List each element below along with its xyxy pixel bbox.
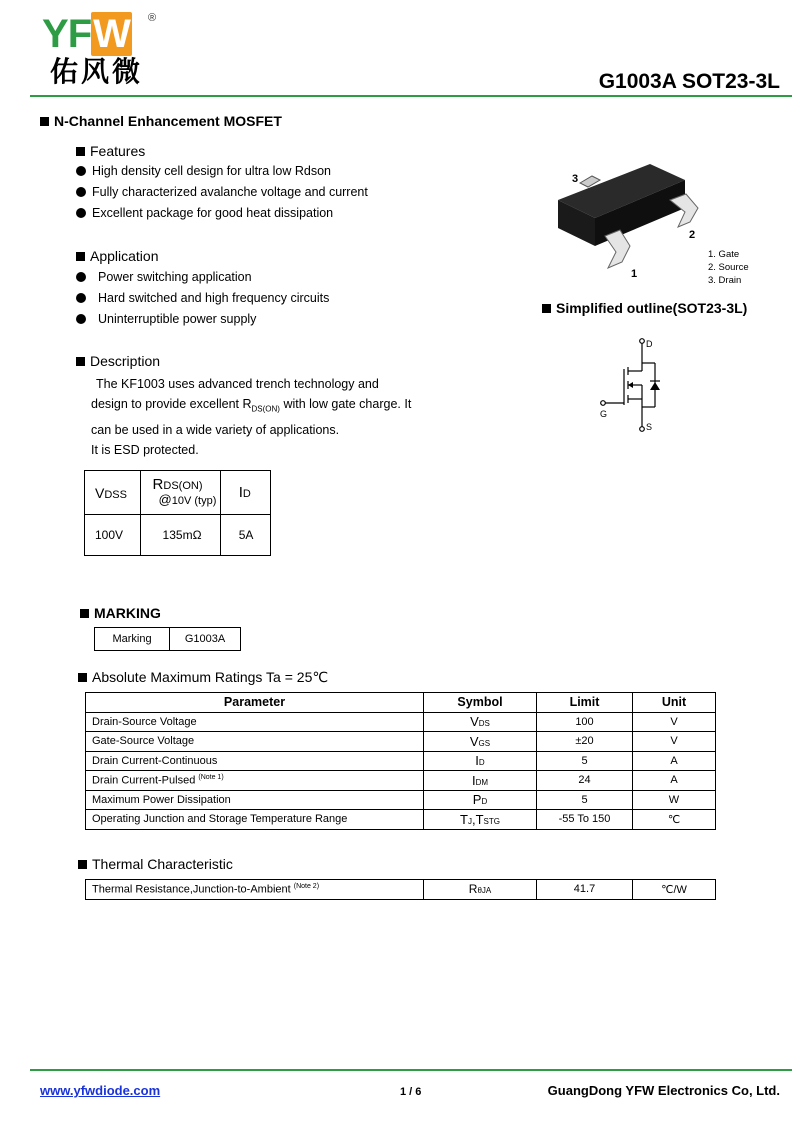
param-cell: Thermal Resistance,Junction-to-Ambient $^{(Note 2)}$ xyxy=(86,880,424,900)
symbol-cell: VDS xyxy=(424,712,537,732)
company-name: GuangDong YFW Electronics Co, Ltd. xyxy=(547,1083,780,1098)
pin-legend-item: 3. Drain xyxy=(708,275,742,286)
marking-heading: MARKING xyxy=(80,605,161,621)
page-number: 1 / 6 xyxy=(400,1086,422,1098)
abs-max-heading: Absolute Maximum Ratings Ta = 25℃ xyxy=(78,669,328,686)
logo-latin: YFW xyxy=(42,12,130,56)
unit-cell: ℃ xyxy=(633,810,716,830)
document-title: G1003A SOT23-3L xyxy=(598,70,780,93)
symbol-cell: ID xyxy=(424,751,537,771)
limit-cell: 24 xyxy=(537,771,633,791)
website-link[interactable]: www.yfwdiode.com xyxy=(40,1083,161,1098)
square-bullet-icon xyxy=(542,304,551,313)
table-row xyxy=(86,712,716,732)
pin-2-label: 2 xyxy=(689,229,696,241)
pin-legend xyxy=(708,248,749,287)
description-text xyxy=(91,374,421,460)
thermal-heading: Thermal Characteristic xyxy=(78,856,233,872)
unit-cell: A xyxy=(633,771,716,791)
symbol-cell: VGS xyxy=(424,732,537,752)
square-bullet-icon xyxy=(76,252,85,261)
drain-terminal xyxy=(640,339,645,344)
table-row xyxy=(86,732,716,752)
square-bullet-icon xyxy=(76,357,85,366)
symbol-cell: PD xyxy=(424,790,537,810)
registered-mark: ® xyxy=(148,12,157,24)
gate-terminal xyxy=(601,401,606,406)
square-bullet-icon xyxy=(78,673,87,682)
rds-header: RDS(ON) @10V (typ) xyxy=(140,471,220,515)
unit-cell: A xyxy=(633,751,716,771)
limit-cell: -55 To 150 xyxy=(537,810,633,830)
logo-chinese: 佑风微 xyxy=(50,56,144,87)
vdss-value: 100V xyxy=(85,515,141,556)
square-bullet-icon xyxy=(76,147,85,156)
bullet-icon xyxy=(76,166,86,176)
features-list xyxy=(76,161,368,224)
table-row xyxy=(86,810,716,830)
description-line: can be used in a wide variety of applications. xyxy=(91,422,340,437)
limit-cell: ±20 xyxy=(537,732,633,752)
list-item: Excellent package for good heat dissipation xyxy=(76,203,368,224)
table-header-row xyxy=(86,693,716,713)
list-item: Fully characterized avalanche voltage and current xyxy=(76,182,368,203)
param-cell: Maximum Power Dissipation xyxy=(86,790,424,810)
channel-arrow-icon xyxy=(628,382,633,388)
rds-value: 135mΩ xyxy=(140,515,220,556)
symbol-cell: IDM xyxy=(424,771,537,791)
param-cell: Drain Current-Continuous xyxy=(86,751,424,771)
source-label: S xyxy=(646,422,653,432)
unit-cell: V xyxy=(633,732,716,752)
table-row xyxy=(86,880,716,900)
param-cell: Gate-Source Voltage xyxy=(86,732,424,752)
param-cell: Drain-Source Voltage xyxy=(86,712,424,732)
key-spec-table xyxy=(84,470,271,556)
pin-legend-item: 2. Source xyxy=(708,262,749,273)
unit-cell: ℃/W xyxy=(633,880,716,900)
package-caption: Simplified outline(SOT23-3L) xyxy=(542,300,747,316)
limit-cell: 100 xyxy=(537,712,633,732)
column-header: Symbol xyxy=(424,693,537,713)
drain-label: D xyxy=(646,339,653,349)
pin-1-label: 1 xyxy=(631,268,638,280)
description-line: It is ESD protected. xyxy=(91,442,199,457)
id-header: ID xyxy=(220,471,270,515)
diode-icon xyxy=(650,382,660,390)
square-bullet-icon xyxy=(80,609,89,618)
marking-table xyxy=(94,627,241,651)
gate-label: G xyxy=(600,409,608,419)
id-value: 5A xyxy=(220,515,270,556)
abs-max-table xyxy=(85,692,716,830)
symbol-cell: RθJA xyxy=(424,880,537,900)
table-row xyxy=(86,790,716,810)
vdss-header: VDSS xyxy=(85,471,141,515)
application-heading: Application xyxy=(76,248,159,264)
unit-cell: W xyxy=(633,790,716,810)
limit-cell: 5 xyxy=(537,751,633,771)
table-row xyxy=(86,771,716,791)
bullet-icon xyxy=(76,272,86,282)
bullet-icon xyxy=(76,208,86,218)
list-item: High density cell design for ultra low Rdson xyxy=(76,161,368,182)
pin-1-shape xyxy=(605,230,630,268)
description-heading: Description xyxy=(76,353,160,369)
thermal-table xyxy=(85,879,716,900)
symbol-cell: TJ,TSTG xyxy=(424,810,537,830)
features-heading: Features xyxy=(76,143,145,159)
device-type-heading: N-Channel Enhancement MOSFET xyxy=(40,113,282,129)
company-logo xyxy=(42,14,132,54)
column-header: Unit xyxy=(633,693,716,713)
bullet-icon xyxy=(76,314,86,324)
limit-cell: 5 xyxy=(537,790,633,810)
marking-label: Marking xyxy=(95,628,170,651)
list-item: Hard switched and high frequency circuits xyxy=(76,288,329,309)
param-cell: Drain Current-Pulsed $^{(Note 1)}$ xyxy=(86,771,424,791)
table-row xyxy=(86,751,716,771)
mosfet-symbol xyxy=(595,335,675,435)
column-header: Parameter xyxy=(86,693,424,713)
limit-cell: 41.7 xyxy=(537,880,633,900)
square-bullet-icon xyxy=(40,117,49,126)
application-list xyxy=(76,267,329,330)
description-line: The KF1003 uses advanced trench technology and xyxy=(96,377,379,391)
bullet-icon xyxy=(76,293,86,303)
description-line: design to provide excellent $R_{DS(ON)}$ with low gate charge. It xyxy=(91,397,412,414)
param-cell: Operating Junction and Storage Temperature Range xyxy=(86,810,424,830)
list-item: Uninterruptible power supply xyxy=(76,309,329,330)
source-terminal xyxy=(640,427,645,432)
pin-legend-item: 1. Gate xyxy=(708,249,740,260)
column-header: Limit xyxy=(537,693,633,713)
footer-rule xyxy=(30,1069,792,1071)
square-bullet-icon xyxy=(78,860,87,869)
pin-3-label: 3 xyxy=(572,173,579,185)
bullet-icon xyxy=(76,187,86,197)
header-rule xyxy=(30,95,792,97)
unit-cell: V xyxy=(633,712,716,732)
marking-value: G1003A xyxy=(170,628,241,651)
list-item: Power switching application xyxy=(76,267,329,288)
